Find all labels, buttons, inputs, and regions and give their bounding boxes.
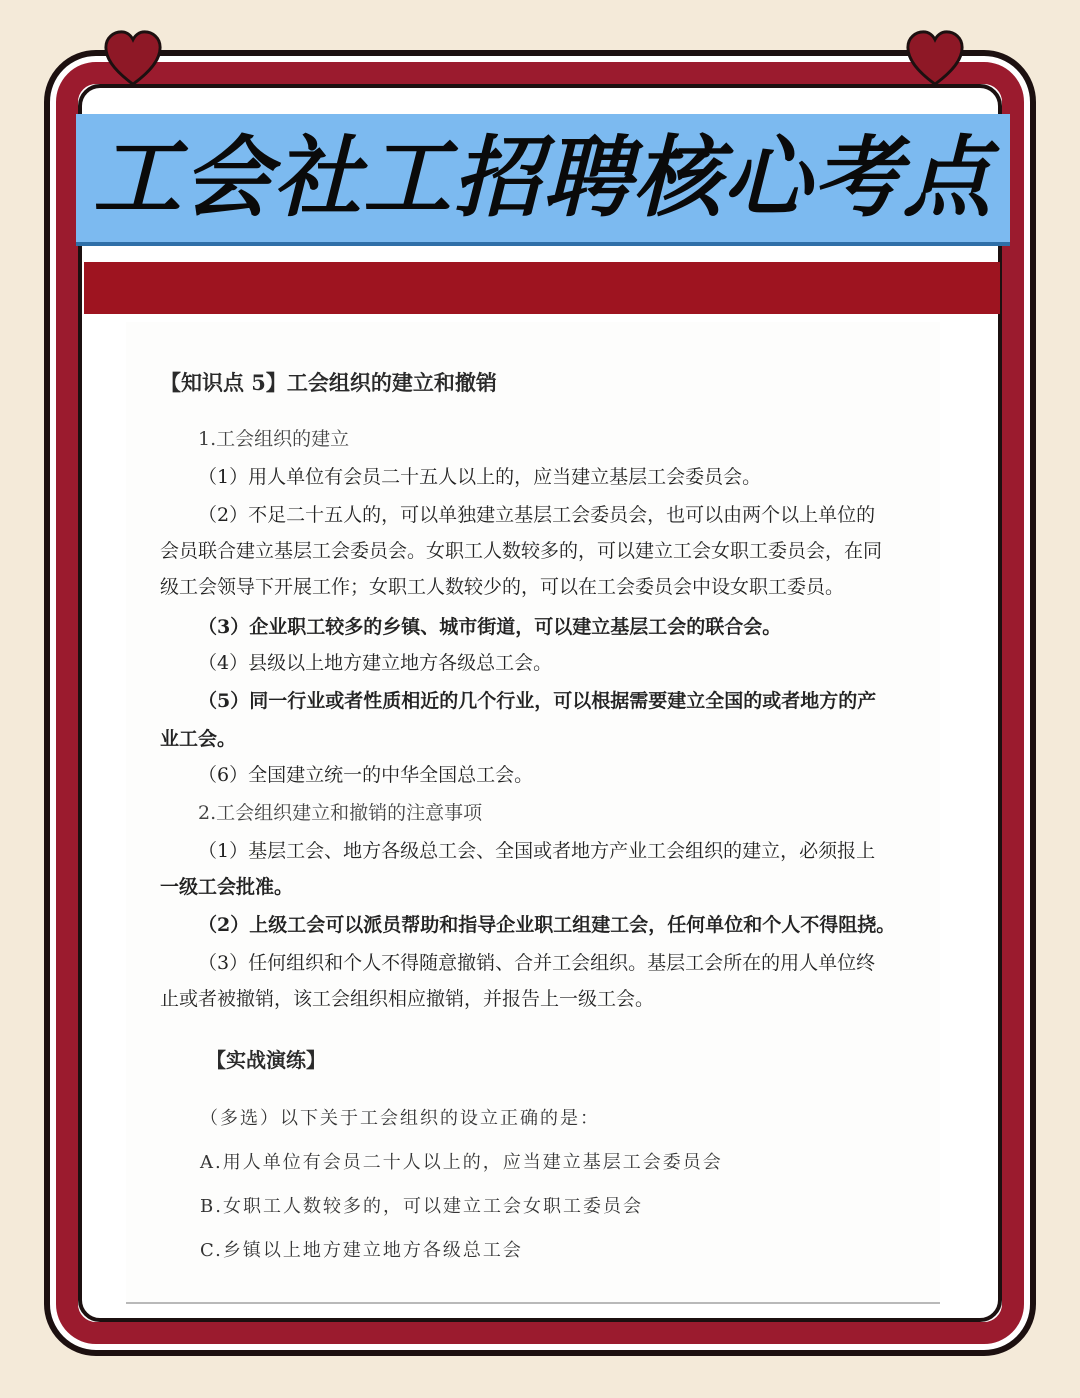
practice-heading: 【实战演练】 [206, 1048, 326, 1072]
text-line: 会员联合建立基层工会委员会。女职工人数较多的，可以建立工会女职工委员会，在同 [160, 540, 883, 562]
heart-icon [102, 28, 164, 90]
text-line: （3）任何组织和个人不得随意撤销、合并工会组织。基层工会所在的用人单位终 [198, 952, 876, 974]
section-heading: 【知识点 5】工会组织的建立和撤销 [160, 370, 497, 395]
subheading: 1.工会组织的建立 [198, 428, 350, 450]
option-c: C.乡镇以上地方建立地方各级总工会 [200, 1240, 523, 1261]
question-text: （多选）以下关于工会组织的设立正确的是： [200, 1108, 600, 1129]
page-title: 工会社工招聘核心考点 [92, 126, 993, 229]
text-line: （4）县级以上地方建立地方各级总工会。 [198, 652, 553, 674]
heart-icon [904, 28, 966, 90]
text-line: （1）用人单位有会员二十五人以上的，应当建立基层工会委员会。 [198, 466, 762, 488]
option-b: B.女职工人数较多的，可以建立工会女职工委员会 [200, 1196, 643, 1217]
text-line: 一级工会批准。 [160, 876, 294, 898]
text-line: 业工会。 [160, 728, 237, 750]
text-line: （6）全国建立统一的中华全国总工会。 [198, 764, 534, 786]
text-line: 止或者被撤销，该工会组织相应撤销，并报告上一级工会。 [160, 988, 655, 1010]
text-line: （2）上级工会可以派员帮助和指导企业职工组建工会，任何单位和个人不得阻挠。 [198, 914, 896, 936]
text-line: （1）基层工会、地方各级总工会、全国或者地方产业工会组织的建立，必须报上 [198, 840, 876, 862]
text-line: （5）同一行业或者性质相近的几个行业，可以根据需要建立全国的或者地方的产 [198, 690, 877, 712]
text-line: （3）企业职工较多的乡镇、城市街道，可以建立基层工会的联合会。 [198, 616, 782, 638]
subheading: 2.工会组织建立和撤销的注意事项 [198, 802, 483, 824]
option-a: A.用人单位有会员二十人以上的，应当建立基层工会委员会 [200, 1152, 723, 1173]
red-band [84, 262, 1000, 314]
title-banner [76, 114, 1010, 246]
text-line: 级工会领导下开展工作；女职工人数较少的，可以在工会委员会中设女职工委员。 [160, 576, 845, 598]
text-line: （2）不足二十五人的，可以单独建立基层工会委员会，也可以由两个以上单位的 [198, 504, 876, 526]
